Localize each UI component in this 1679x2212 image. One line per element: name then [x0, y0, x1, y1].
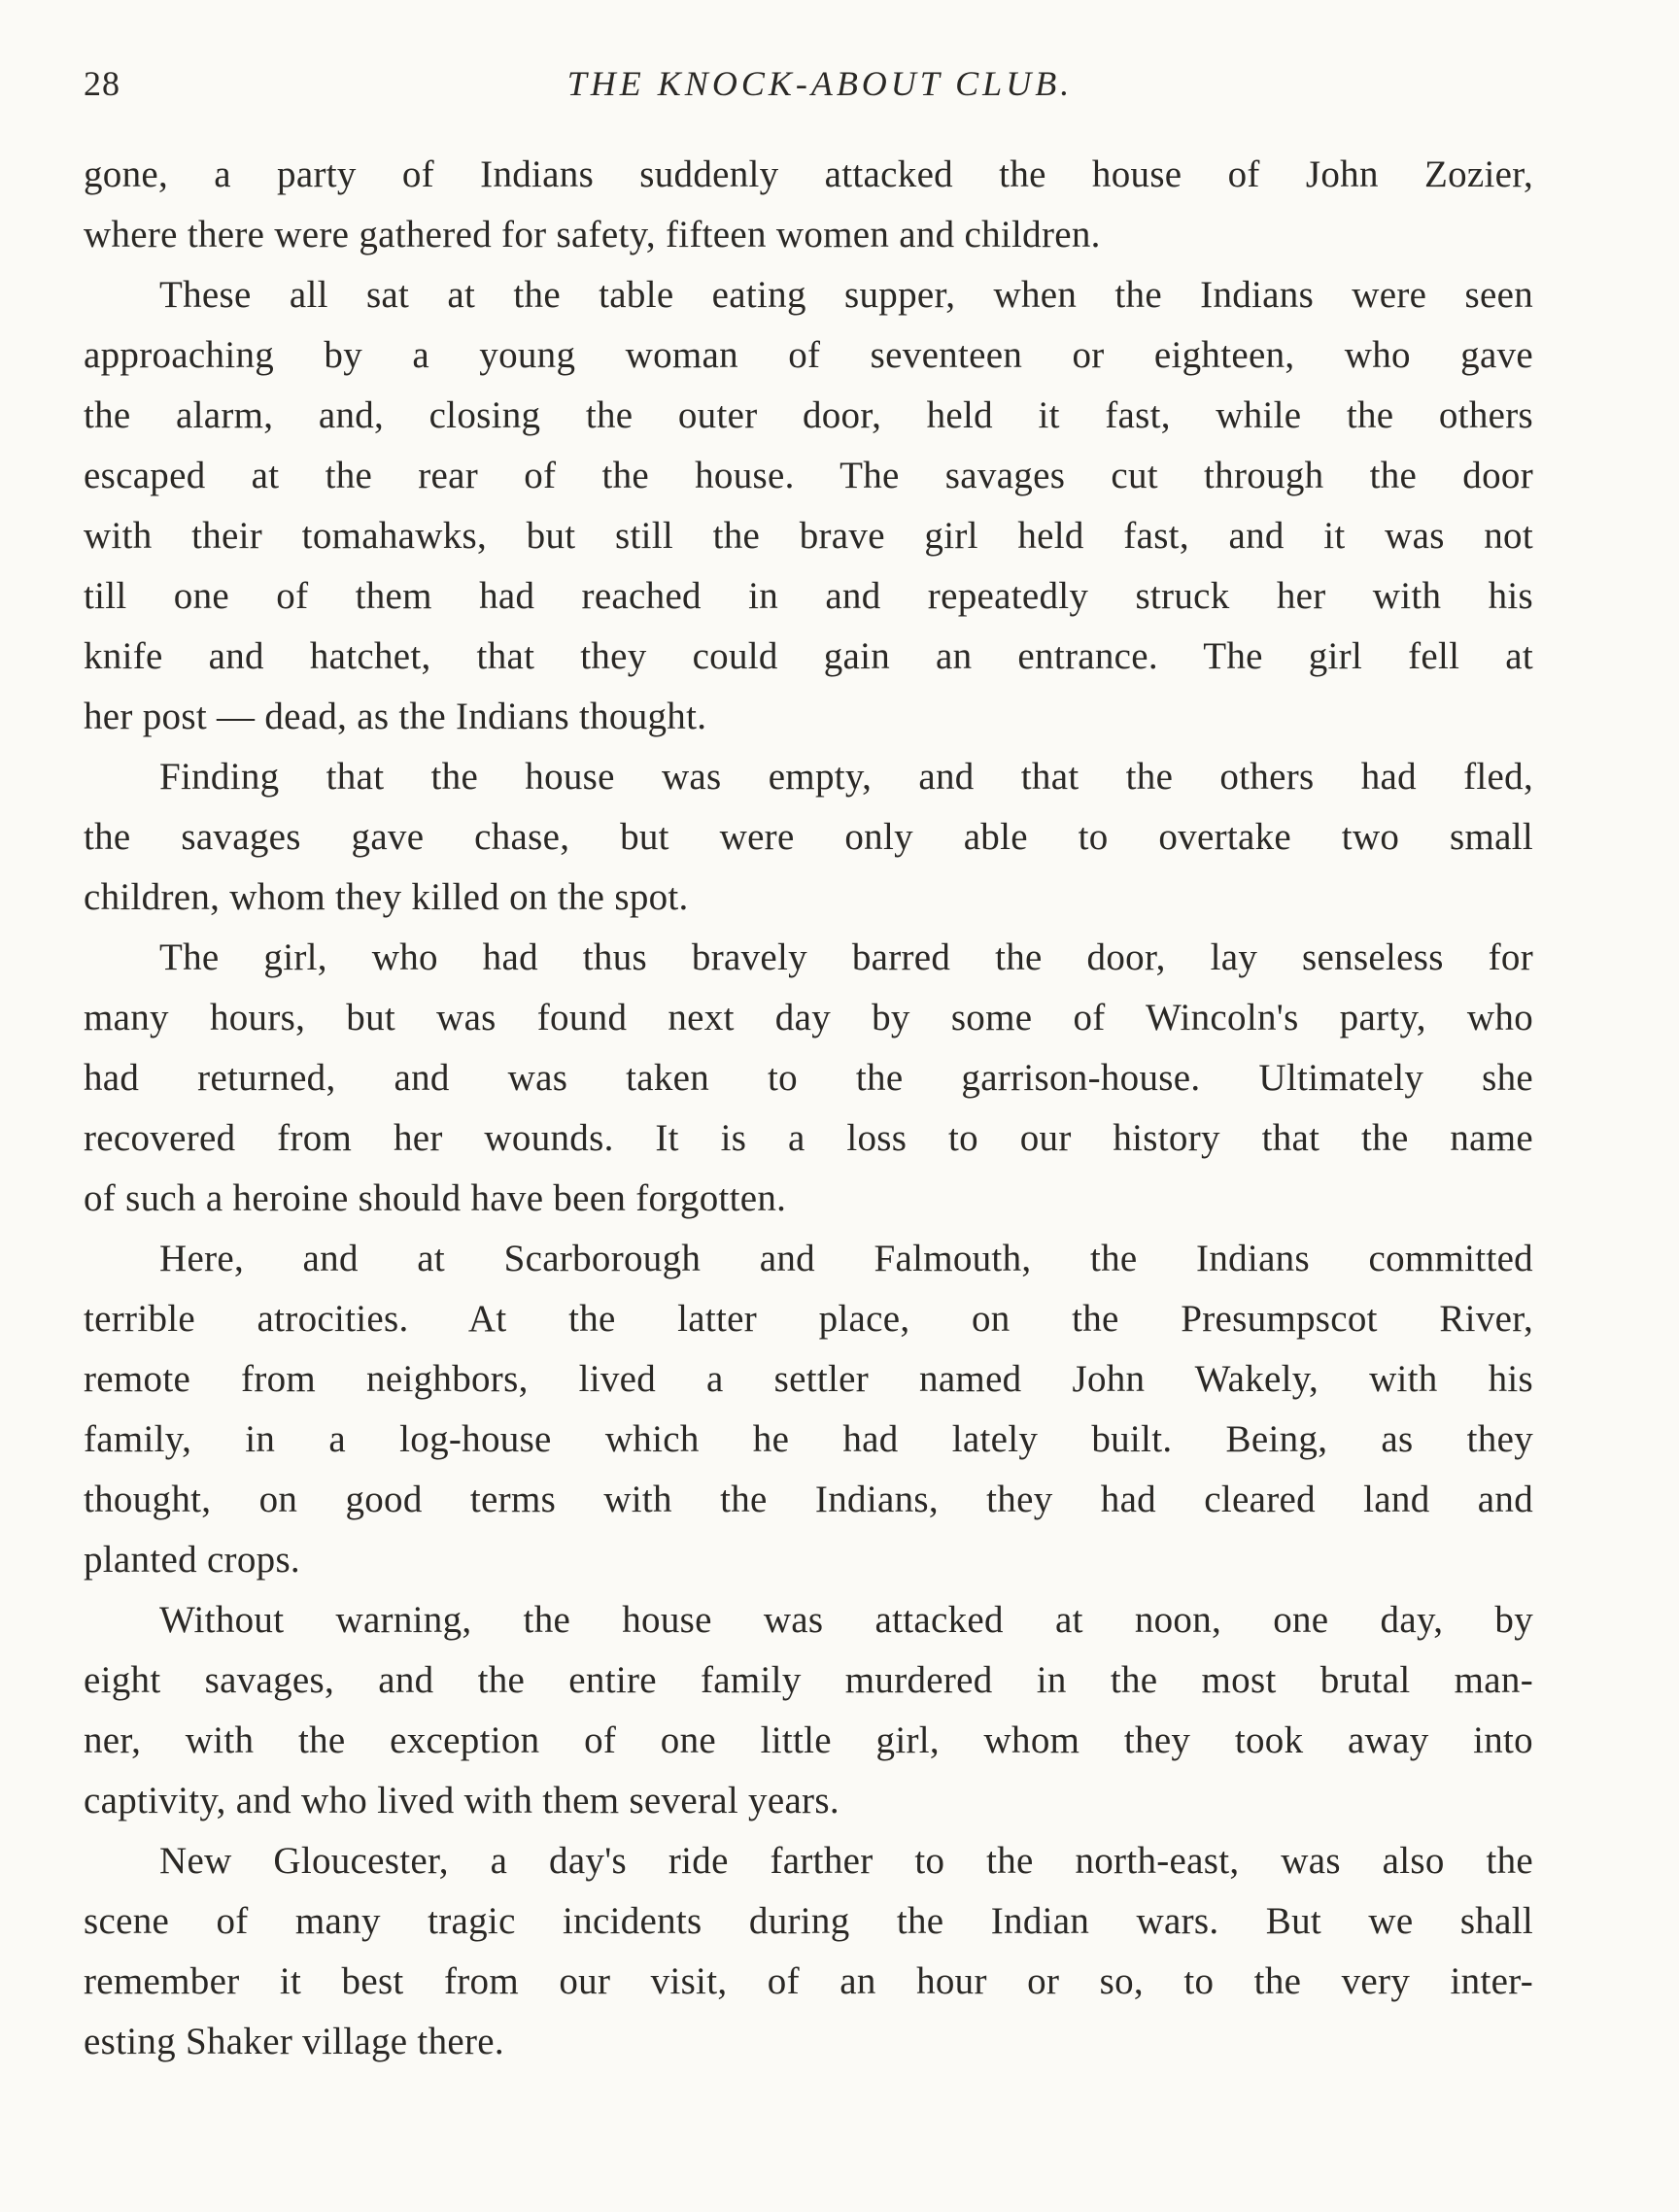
- text-line: with their tomahawks, but still the brave girl held fast, and it was not: [84, 515, 1533, 557]
- text-line: approaching by a young woman of seventeen or eighteen, who gave: [84, 334, 1533, 376]
- text-line: eight savages, and the entire family murdered in the most brutal man-: [84, 1659, 1533, 1701]
- body-text: [84, 145, 1533, 2072]
- text-line: her post — dead, as the Indians thought.: [84, 696, 707, 737]
- text-line: esting Shaker village there.: [84, 2021, 504, 2062]
- text-line: planted crops.: [84, 1539, 300, 1581]
- text-line: the alarm, and, closing the outer door, held it fast, while the others: [84, 394, 1533, 436]
- text-line: the savages gave chase, but were only able to overtake two small: [84, 816, 1533, 858]
- text-line: had returned, and was taken to the garrison-house. Ultimately she: [84, 1057, 1533, 1099]
- text-line: These all sat at the table eating supper, when the Indians were seen: [159, 274, 1533, 316]
- page-number: 28: [84, 64, 120, 103]
- text-line: where there were gathered for safety, fifteen women and children.: [84, 214, 1101, 255]
- text-line: knife and hatchet, that they could gain an entrance. The girl fell at: [84, 635, 1533, 677]
- text-line: Here, and at Scarborough and Falmouth, the Indians committed: [159, 1238, 1533, 1279]
- text-line: captivity, and who lived with them several years.: [84, 1780, 840, 1821]
- text-line: escaped at the rear of the house. The savages cut through the door: [84, 455, 1533, 496]
- text-line: Finding that the house was empty, and that the others had fled,: [159, 756, 1533, 798]
- text-line: The girl, who had thus bravely barred the door, lay senseless for: [159, 936, 1533, 978]
- text-line: children, whom they killed on the spot.: [84, 876, 689, 918]
- text-line: Without warning, the house was attacked at noon, one day, by: [159, 1599, 1533, 1641]
- text-line: remember it best from our visit, of an hour or so, to the very inter-: [84, 1960, 1533, 2002]
- text-line: thought, on good terms with the Indians, they had cleared land and: [84, 1479, 1533, 1520]
- text-line: many hours, but was found next day by some of Wincoln's party, who: [84, 997, 1533, 1038]
- text-line: family, in a log-house which he had lately built. Being, as they: [84, 1418, 1533, 1460]
- running-title: THE KNOCK-ABOUT CLUB.: [566, 64, 1074, 103]
- running-head: [84, 56, 1533, 111]
- text-line: scene of many tragic incidents during the Indian wars. But we shall: [84, 1900, 1533, 1942]
- text-line: of such a heroine should have been forgotten.: [84, 1177, 787, 1219]
- text-line: ner, with the exception of one little girl, whom they took away into: [84, 1719, 1533, 1761]
- text-line: remote from neighbors, lived a settler named John Wakely, with his: [84, 1358, 1533, 1400]
- text-line: recovered from her wounds. It is a loss to our history that the name: [84, 1117, 1533, 1159]
- text-line: terrible atrocities. At the latter place, on the Presumpscot River,: [84, 1298, 1533, 1340]
- text-line: gone, a party of Indians suddenly attacked the house of John Zozier,: [84, 153, 1533, 195]
- text-line: till one of them had reached in and repeatedly struck her with his: [84, 575, 1533, 617]
- text-line: New Gloucester, a day's ride farther to the north-east, was also the: [159, 1840, 1533, 1882]
